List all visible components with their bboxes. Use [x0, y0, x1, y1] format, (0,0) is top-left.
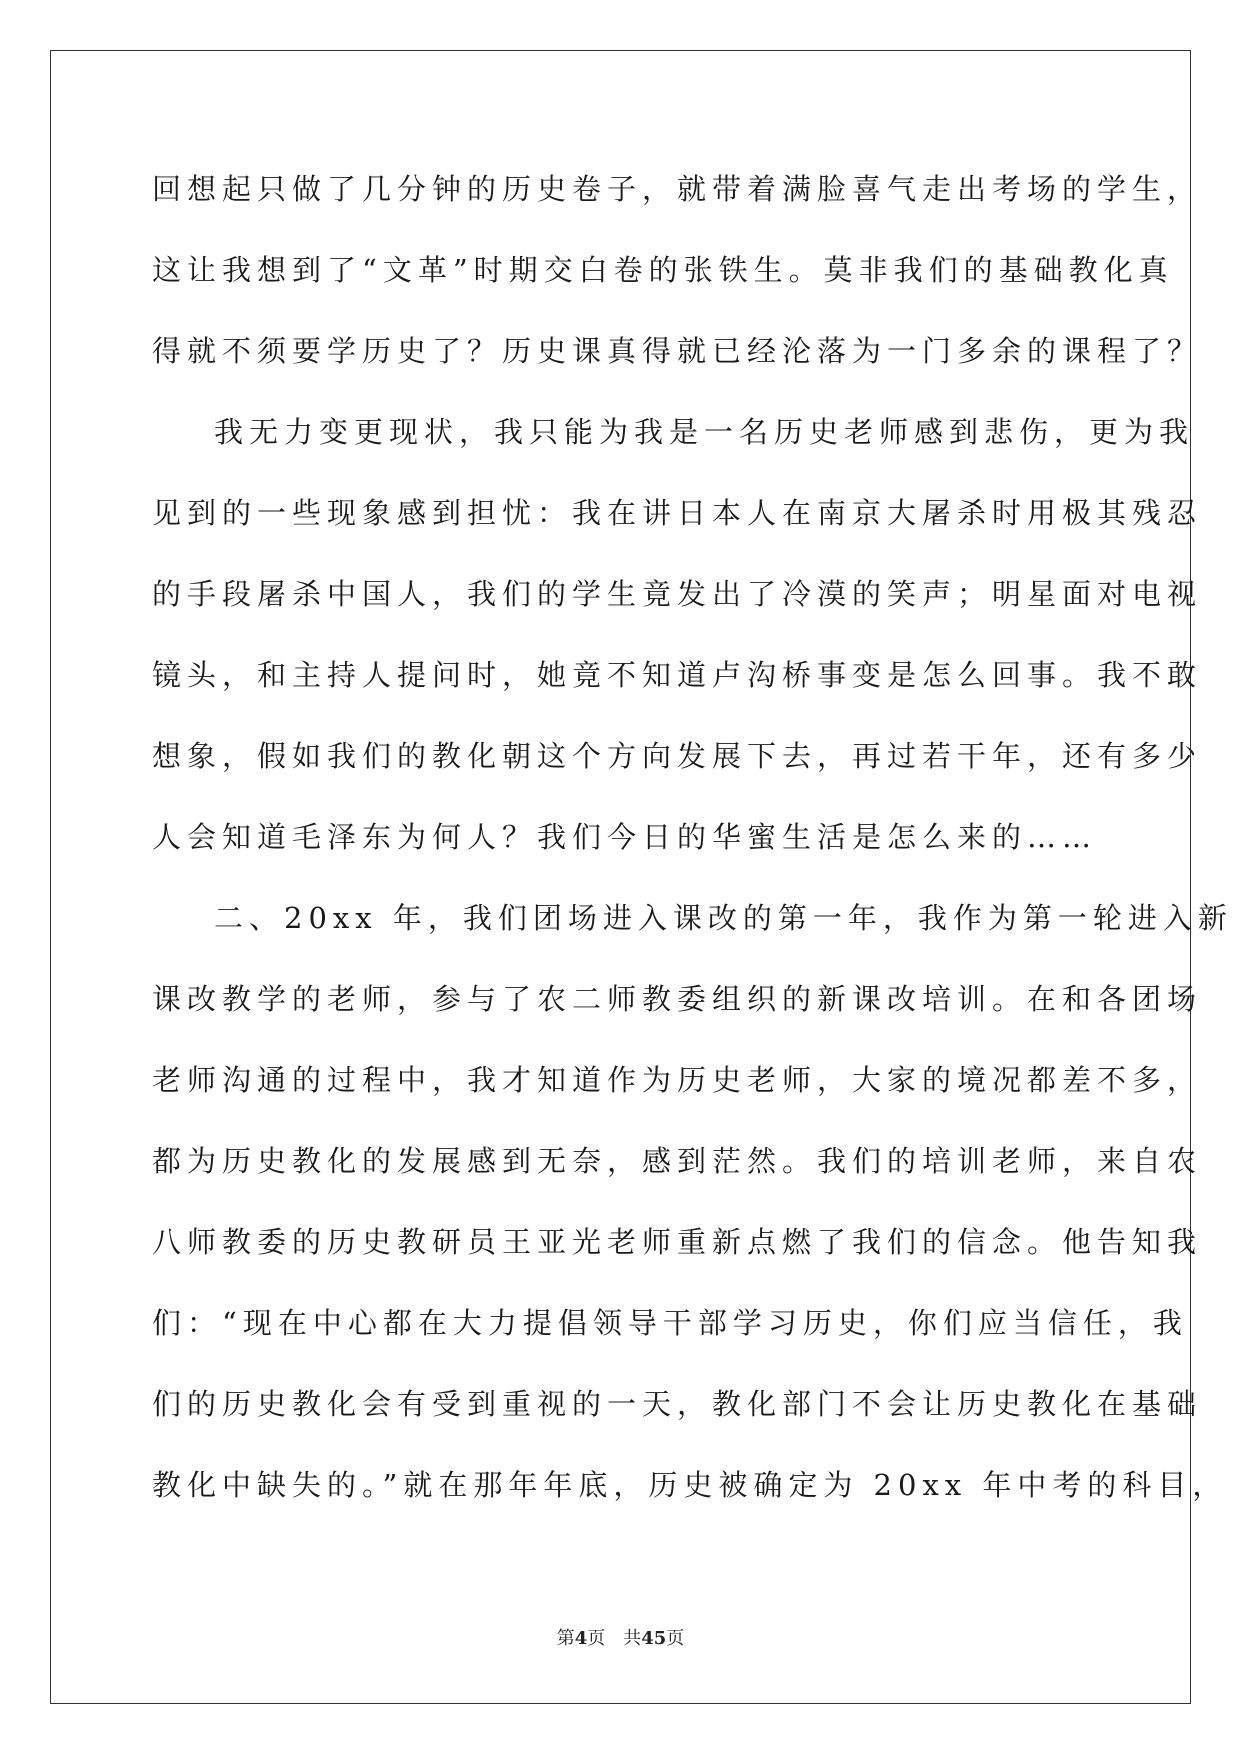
text-line: 回想起只做了几分钟的历史卷子，就带着满脸喜气走出考场的学生，: [152, 172, 1203, 206]
paragraph-start-line: 二、20xx 年，我们团场进入课改的第一年，我作为第一轮进入新: [214, 901, 1233, 935]
total-pages-number: 45: [641, 1628, 667, 1649]
total-prefix: 共: [623, 1628, 642, 1649]
current-page-number: 4: [574, 1628, 588, 1649]
document-body: [152, 164, 1233, 1541]
text-line: 课改教学的老师，参与了农二师教委组织的新课改培训。在和各团场: [152, 982, 1203, 1016]
text-line: 的手段屠杀中国人，我们的学生竟发出了冷漠的笑声；明星面对电视: [152, 577, 1203, 611]
text-line: 们：“现在中心都在大力提倡领导干部学习历史，你们应当信任，我: [152, 1306, 1188, 1340]
text-line: 这让我想到了“文革”时期交白卷的张铁生。莫非我们的基础教化真: [152, 253, 1174, 287]
text-line: 八师教委的历史教研员王亚光老师重新点燃了我们的信念。他告知我: [152, 1225, 1203, 1259]
text-line: 人会知道毛泽东为何人？我们今日的华蜜生活是怎么来的……: [152, 820, 1098, 854]
text-line: 得就不须要学历史了？历史课真得就已经沦落为一门多余的课程了？: [152, 334, 1203, 368]
text-line: 想象，假如我们的教化朝这个方向发展下去，再过若干年，还有多少: [152, 739, 1203, 773]
paragraph-start-line: 我无力变更现状，我只能为我是一名历史老师感到悲伤，更为我: [214, 415, 1195, 449]
text-line: 镜头，和主持人提问时，她竟不知道卢沟桥事变是怎么回事。我不敢: [152, 658, 1203, 692]
text-line: 老师沟通的过程中，我才知道作为历史老师，大家的境况都差不多，: [152, 1063, 1203, 1097]
page-footer: [0, 1624, 1241, 1650]
text-line: 教化中缺失的。”就在那年年底，历史被确定为 20xx 年中考的科目，: [152, 1468, 1228, 1502]
text-line: 都为历史教化的发展感到无奈，感到茫然。我们的培训老师，来自农: [152, 1144, 1203, 1178]
total-suffix: 页: [666, 1628, 685, 1649]
text-line: 见到的一些现象感到担忧：我在讲日本人在南京大屠杀时用极其残忍: [152, 496, 1203, 530]
text-line: 们的历史教化会有受到重视的一天，教化部门不会让历史教化在基础: [152, 1387, 1203, 1421]
page-prefix: 第: [556, 1628, 575, 1649]
page-mid: 页: [587, 1628, 606, 1649]
